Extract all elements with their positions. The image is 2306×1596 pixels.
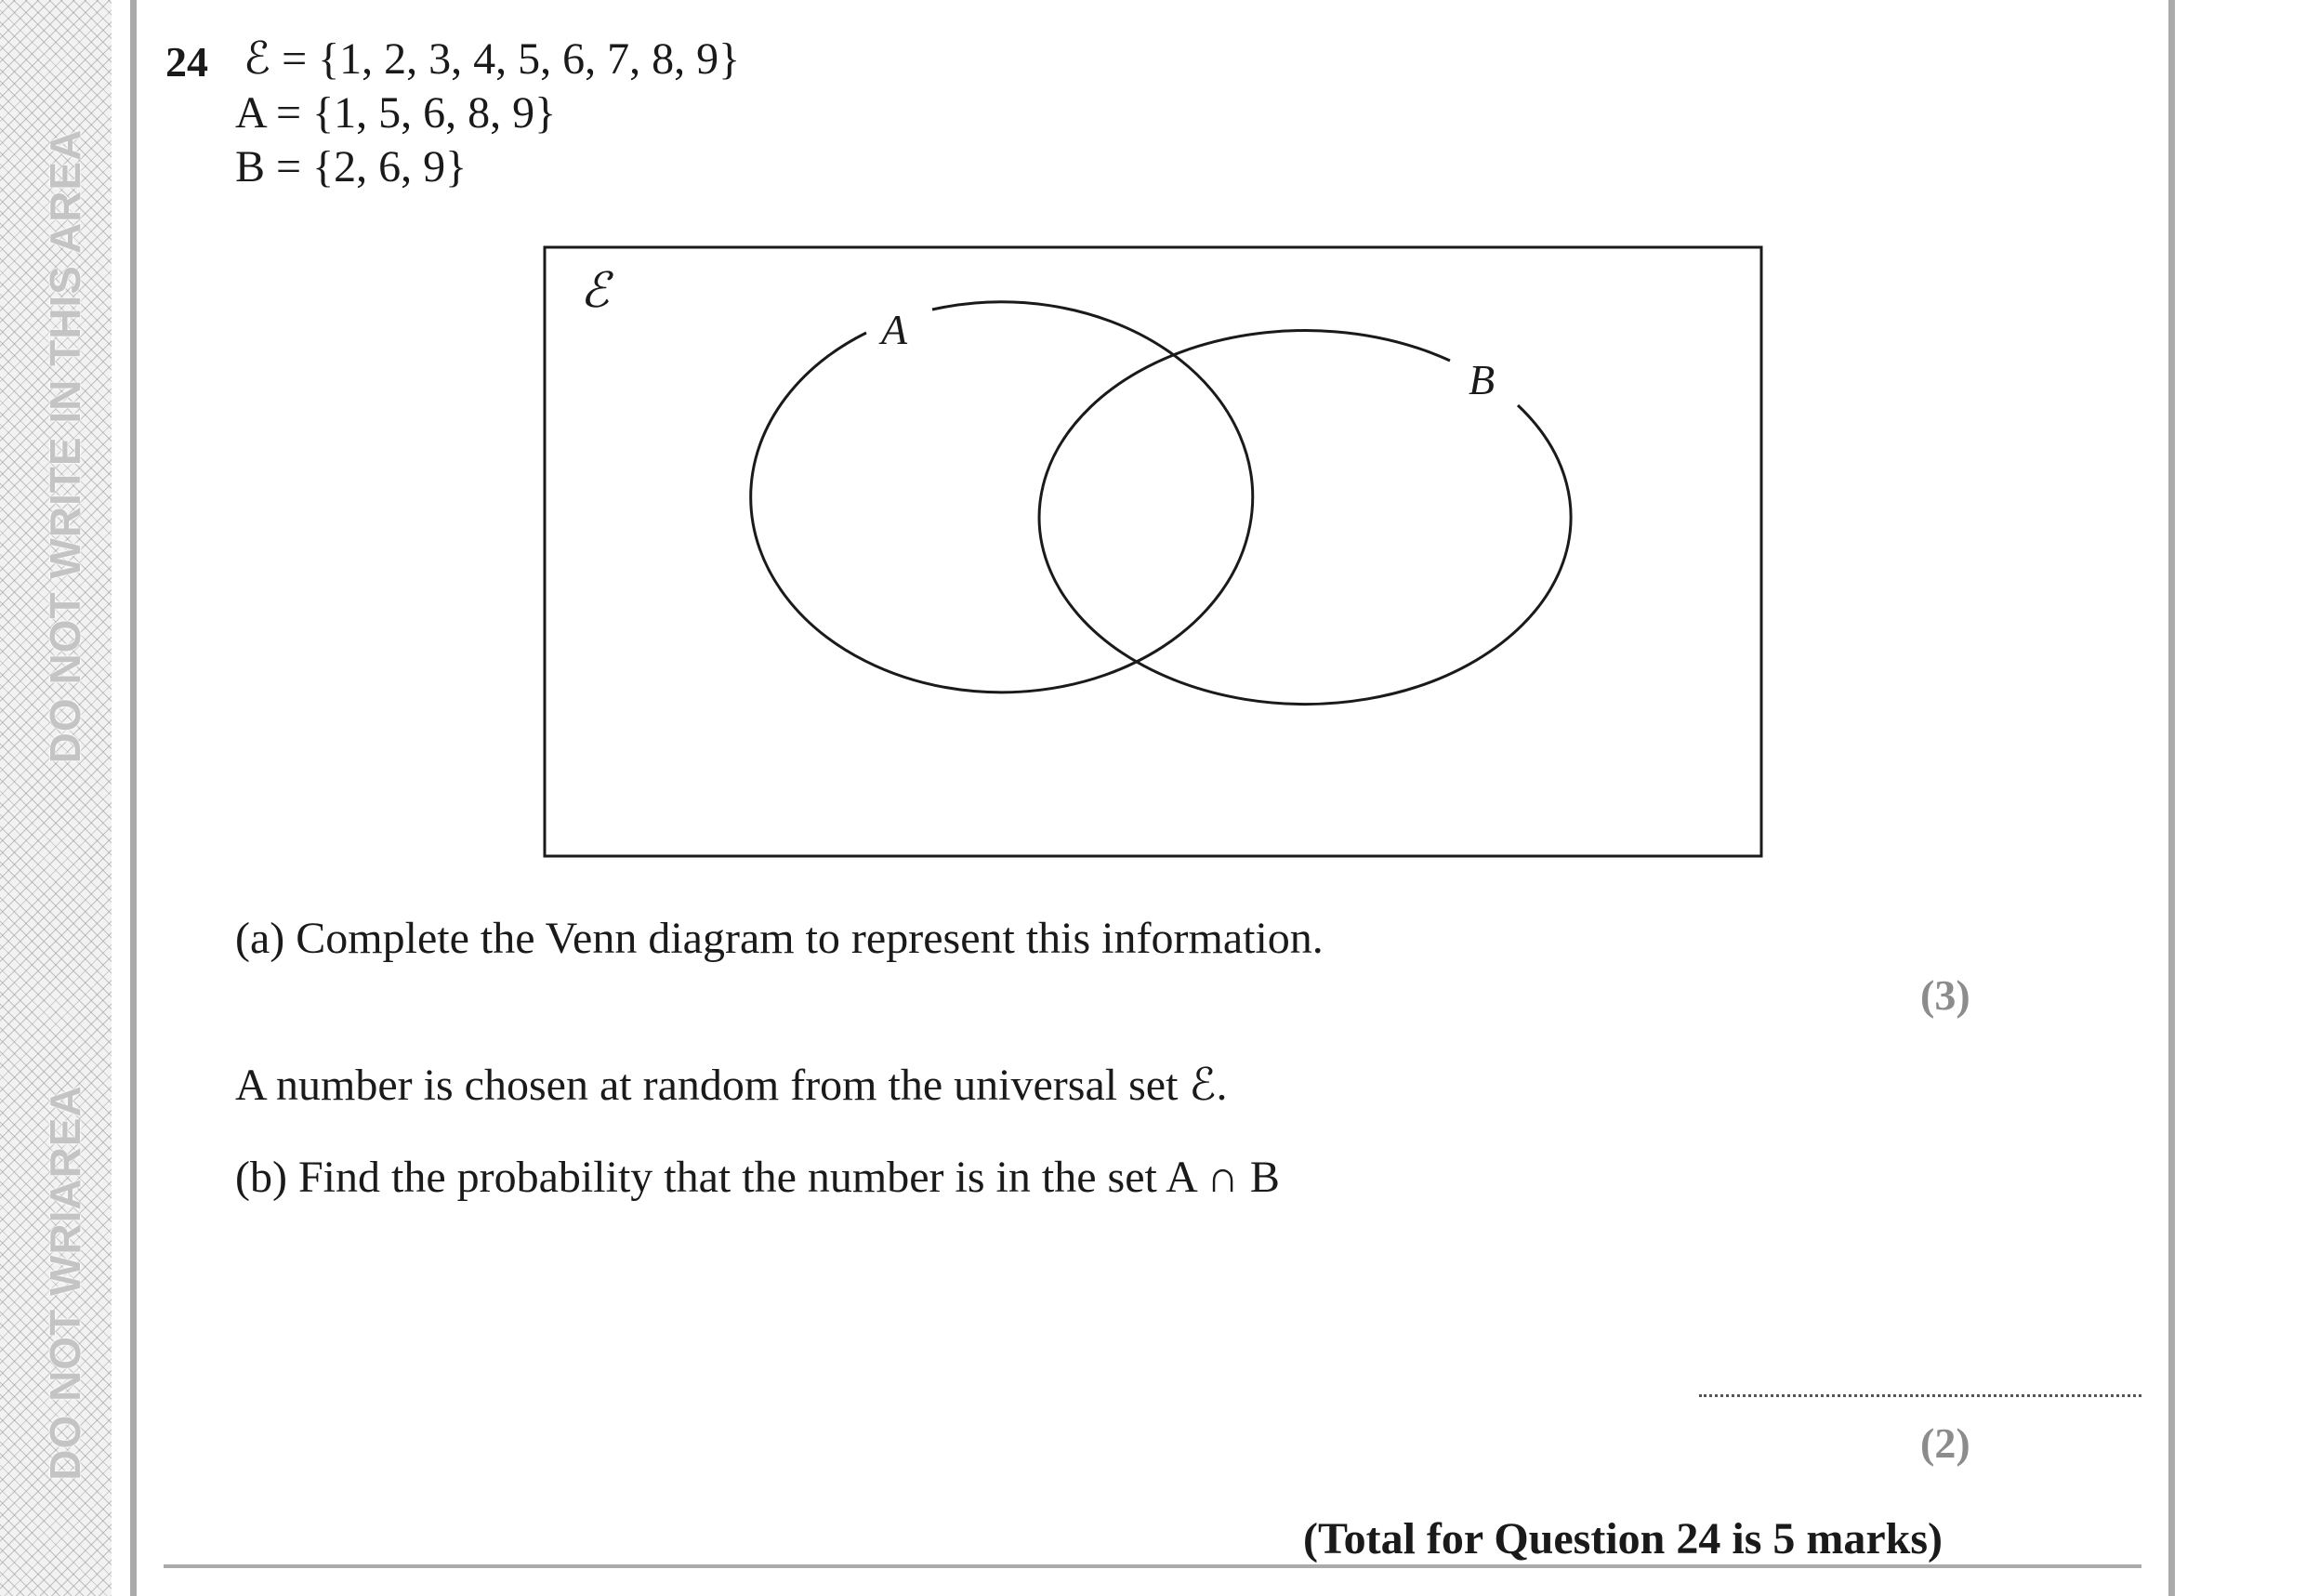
part-b-marks: (2) — [1920, 1419, 1970, 1467]
question-total: (Total for Question 24 is 5 marks) — [1303, 1514, 1944, 1563]
margin-warning-top: DO NOT WRITE IN THIS AREA — [41, 128, 89, 764]
bottom-rule — [164, 1564, 2141, 1568]
part-a-text: (a) Complete the Venn diagram to represent this information. — [235, 914, 1324, 963]
random-selection-text: A number is chosen at random from the universal set ℰ. — [235, 1061, 1228, 1110]
circle-b-label: B — [1469, 356, 1496, 403]
question-number: 24 — [165, 38, 208, 86]
set-a-line: A = {1, 5, 6, 8, 9} — [235, 88, 557, 138]
circle-a-label: A — [881, 306, 908, 353]
universal-set-line: ℰ = {1, 2, 3, 4, 5, 6, 7, 8, 9} — [244, 34, 741, 84]
circle-a[interactable] — [751, 302, 1253, 692]
part-b-text: (b) Find the probability that the number is in the set A ∩ B — [235, 1153, 1280, 1202]
margin-warning-bottom: DO NOT WRIAREA — [41, 1085, 89, 1481]
universal-symbol-label: ℰ — [580, 265, 610, 318]
universal-set-box — [545, 247, 1761, 856]
set-b-line: B = {2, 6, 9} — [235, 142, 468, 191]
answer-line[interactable] — [1699, 1394, 2141, 1397]
part-a-marks: (3) — [1920, 971, 1970, 1019]
